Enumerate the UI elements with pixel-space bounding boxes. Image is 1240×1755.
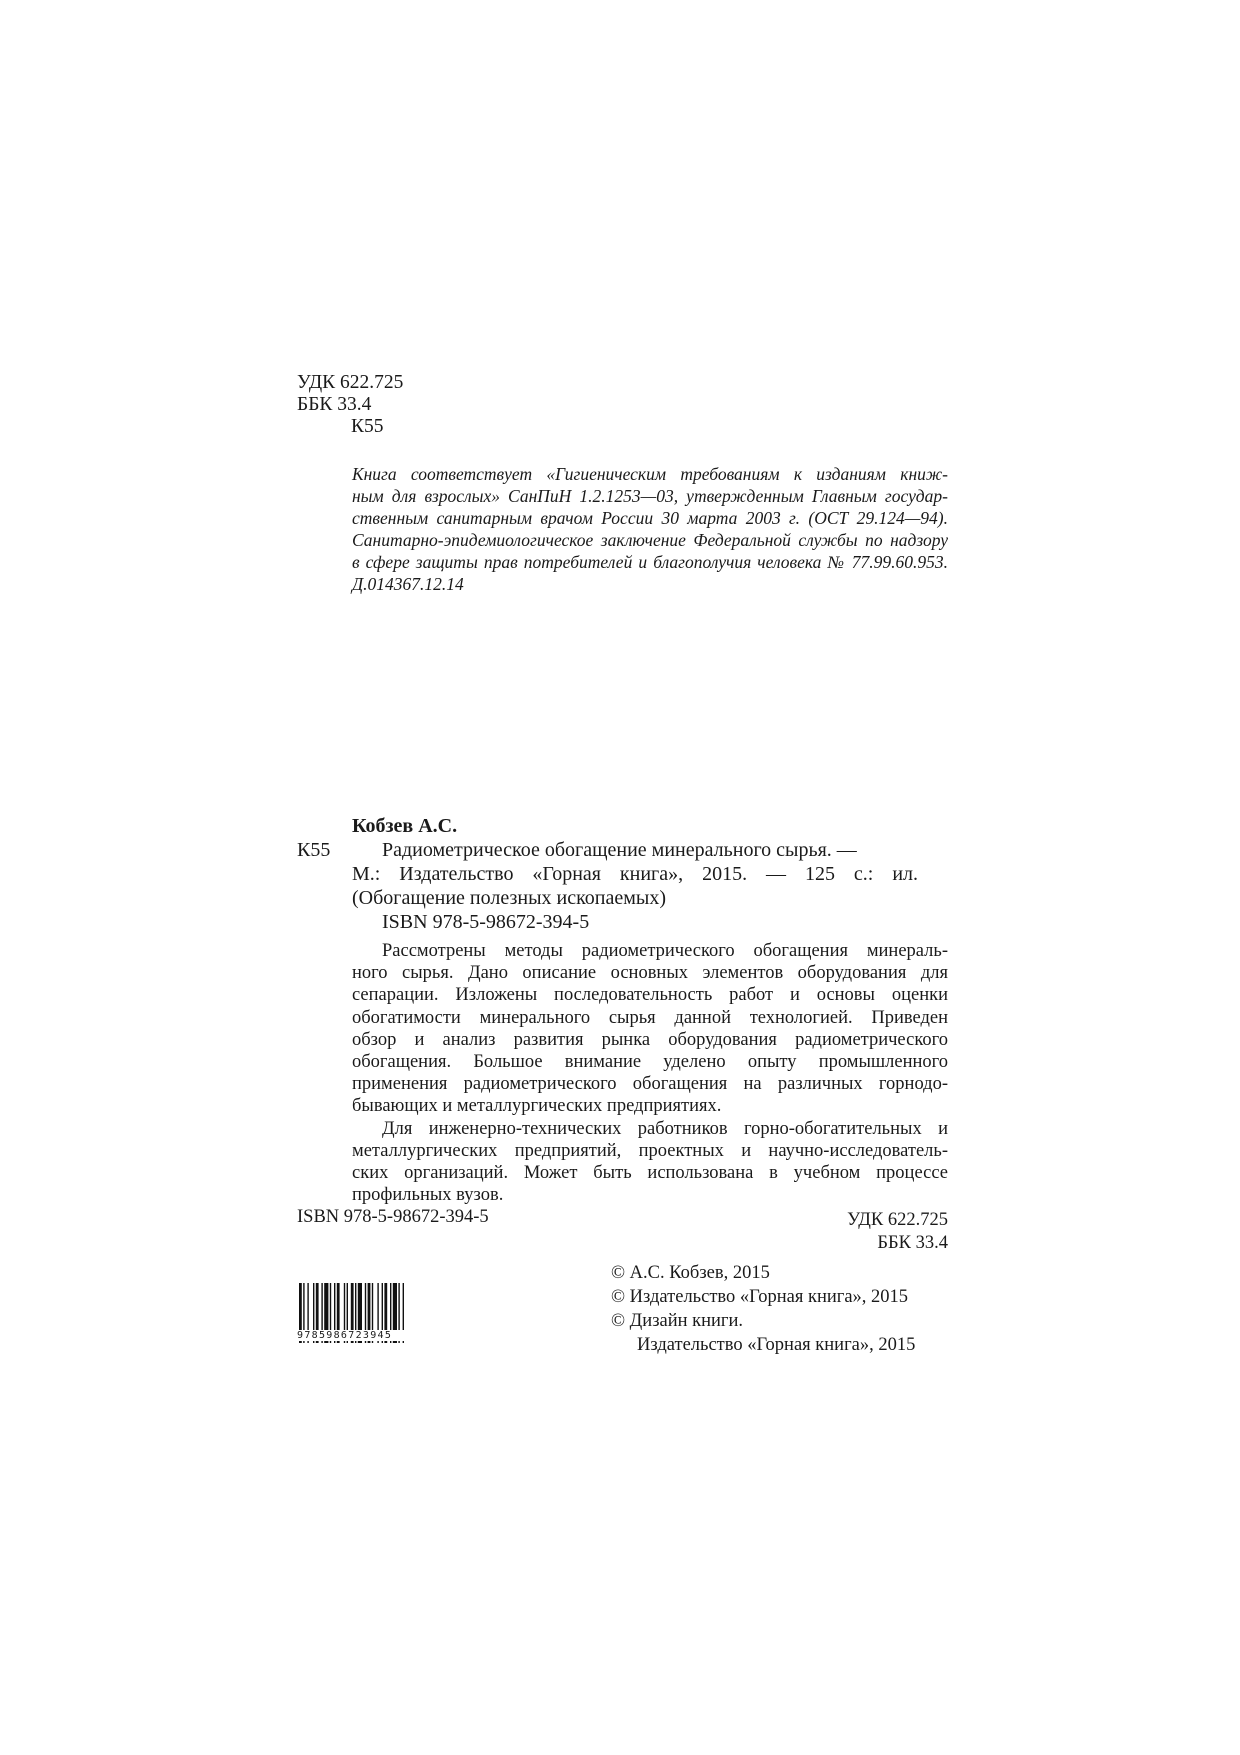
note-line: Д.014367.12.14 — [352, 574, 464, 594]
bbk-code: ББК 33.4 — [297, 394, 372, 415]
copyright-block — [611, 1261, 915, 1357]
barcode-number: 9785986723945 — [297, 1330, 437, 1341]
abstract-line: металлургических предприятий, проектных и научно-исследователь- — [352, 1140, 948, 1161]
abstract-line: Рассмотрены методы радиометрического обогащения минераль- — [382, 941, 948, 961]
note-line: Книга соответствует «Гигиеническим требованиям к изданиям книж- — [352, 464, 948, 484]
publisher-line: М.: Издательство «Горная книга», 2015. — 125 с.: ил. — [352, 863, 918, 885]
copyright-line: © Издательство «Горная книга», 2015 — [611, 1287, 909, 1307]
series-line: (Обогащение полезных ископаемых) — [352, 887, 666, 909]
classification-block — [297, 372, 403, 438]
author-mark: К55 — [351, 416, 384, 437]
abstract-line: применения радиометрического обогащения на различных горнодо- — [352, 1074, 948, 1095]
note-line: Санитарно-эпидемиологическое заключение Федеральной службы по надзору — [352, 530, 948, 550]
footer-udk: УДК 622.725 — [847, 1210, 948, 1230]
abstract-line: Для инженерно-технических работников горно-обогатительных и — [382, 1118, 948, 1139]
abstract-line: обогатимости минерального сырья данной технологией. Приведен — [352, 1007, 948, 1028]
footer-isbn: ISBN 978-5-98672-394-5 — [297, 1207, 489, 1227]
abstract-line: ских организаций. Может быть использована в учебном процессе — [352, 1163, 948, 1184]
copyright-line: © А.С. Кобзев, 2015 — [611, 1263, 770, 1283]
note-line: в сфере защиты прав потребителей и благополучия человека № 77.99.60.953. — [352, 552, 948, 572]
abstract-line: бывающих и металлургических предприятиях. — [352, 1096, 722, 1117]
udk-code: УДК 622.725 — [297, 372, 404, 393]
author-name: Кобзев А.С. — [352, 815, 458, 837]
footer-bbk: ББК 33.4 — [877, 1233, 948, 1253]
abstract-line: ного сырья. Дано описание основных элементов оборудования для — [352, 963, 948, 984]
abstract-line: сепарации. Изложены последовательность работ и основы оценки — [352, 985, 948, 1006]
isbn-line: ISBN 978-5-98672-394-5 — [382, 911, 590, 933]
abstract-line: обзор и анализ развития рынка оборудования радиометрического — [352, 1029, 948, 1050]
bibliographic-description — [352, 838, 918, 934]
note-line: ным для взрослых» СанПиН 1.2.1253—03, утвержденным Главным государ- — [352, 486, 948, 506]
footer-classification — [847, 1209, 948, 1255]
abstract-line: обогащения. Большое внимание уделено опыту промышленного — [352, 1052, 948, 1073]
note-line: ственным санитарным врачом России 30 марта 2003 г. (ОСТ 29.124—94). — [352, 508, 948, 528]
book-title: Радиометрическое обогащение минерального сырья. — — [382, 839, 857, 861]
bib-mark: К55 — [297, 839, 331, 861]
abstract-line: профильных вузов. — [352, 1185, 504, 1206]
sanitary-note — [352, 463, 948, 595]
abstract — [352, 940, 948, 1206]
copyright-line: Издательство «Горная книга», 2015 — [637, 1335, 916, 1355]
copyright-line: © Дизайн книги. — [611, 1311, 744, 1331]
